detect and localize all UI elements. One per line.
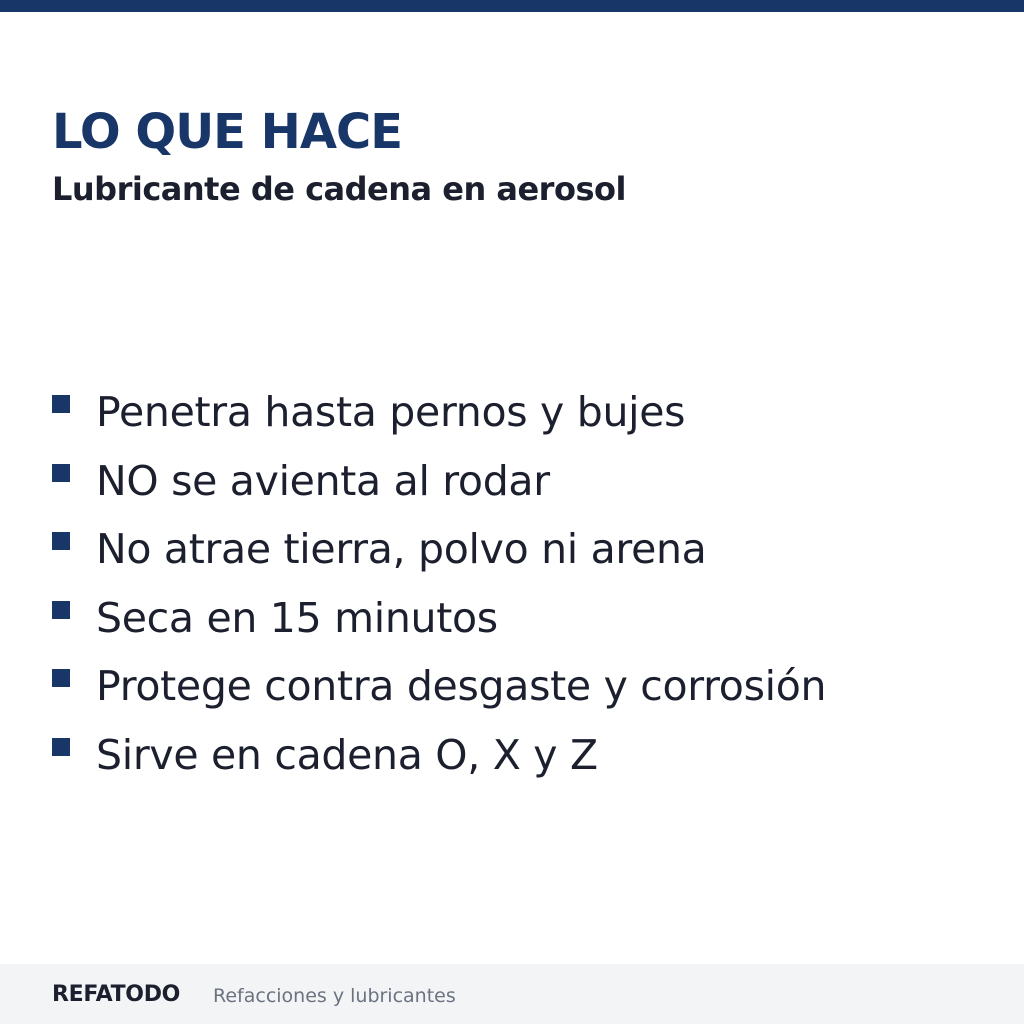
square-bullet-icon — [52, 464, 70, 482]
feature-text: Seca en 15 minutos — [96, 593, 498, 642]
feature-text: Protege contra desgaste y corrosión — [96, 662, 827, 711]
square-bullet-icon — [52, 669, 70, 687]
feature-item — [52, 584, 826, 653]
brand-name: REFATODO — [52, 982, 181, 1007]
feature-text: NO se avienta al rodar — [96, 456, 550, 505]
feature-list — [52, 378, 826, 789]
feature-item — [52, 652, 826, 721]
square-bullet-icon — [52, 738, 70, 756]
page-subtitle: Lubricante de cadena en aerosol — [52, 170, 626, 208]
feature-text: Sirve en cadena O, X y Z — [96, 730, 598, 779]
square-bullet-icon — [52, 395, 70, 413]
feature-item — [52, 515, 826, 584]
square-bullet-icon — [52, 532, 70, 550]
feature-item — [52, 721, 826, 790]
brand-tagline: Refacciones y lubricantes — [213, 985, 456, 1007]
feature-item — [52, 378, 826, 447]
feature-text: Penetra hasta pernos y bujes — [96, 388, 686, 437]
square-bullet-icon — [52, 601, 70, 619]
feature-text: No atrae tierra, polvo ni arena — [96, 525, 707, 574]
feature-item — [52, 447, 826, 516]
footer-bar — [0, 964, 1024, 1024]
top-accent-bar — [0, 0, 1024, 12]
page-title: LO QUE HACE — [52, 104, 403, 160]
